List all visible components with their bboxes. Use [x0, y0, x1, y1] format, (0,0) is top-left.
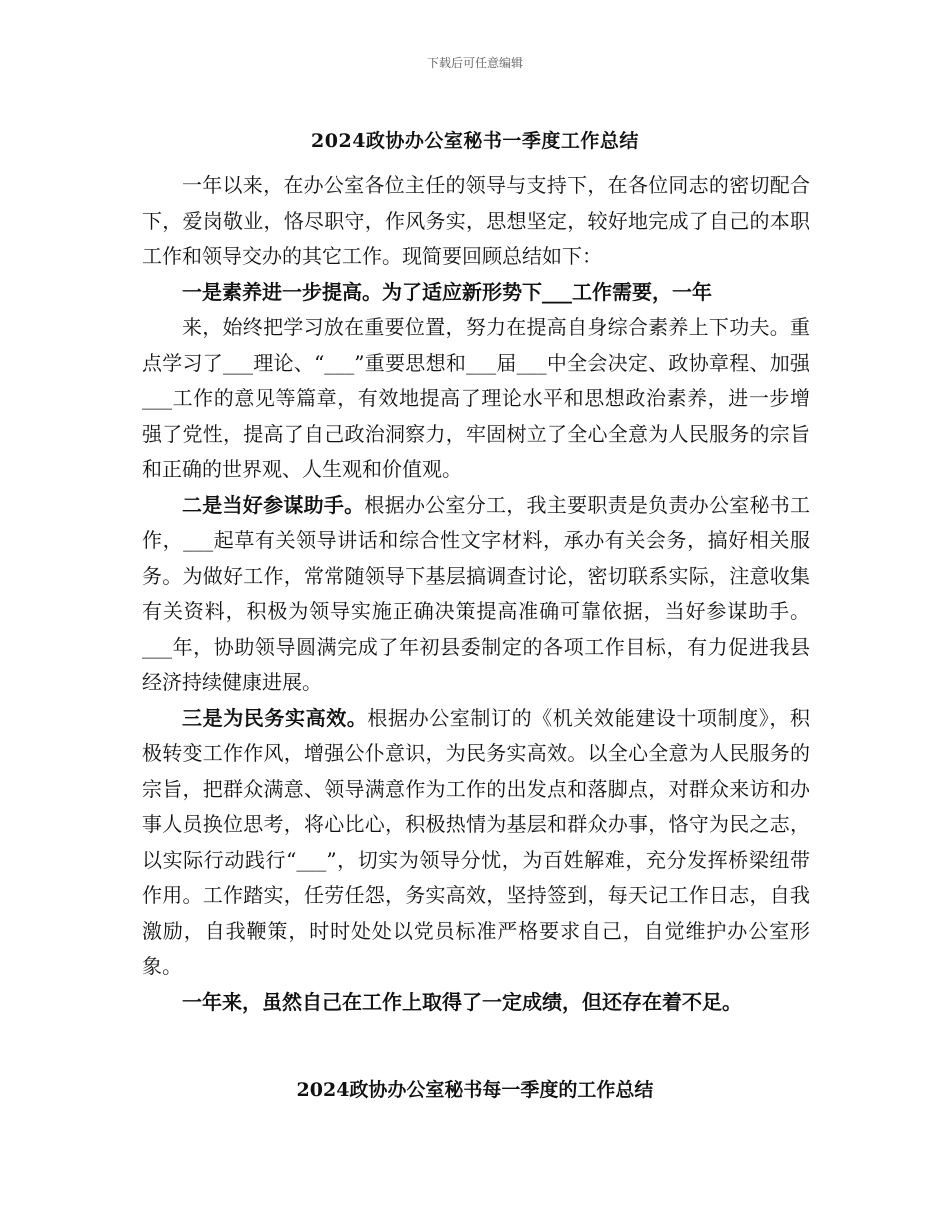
header-note: 下载后可任意编辑: [426, 56, 523, 70]
document-body: [142, 168, 810, 1020]
section-1-body: 来，始终把学习放在重要位置，努力在提高自身综合素养上下功夫。重点学习了___理论、“___”重要思想和___届___中全会决定、政协章程、加强___工作的意见等篇章，有效地提高了理论水平和思想政治素养，进一步增强了党性，提高了自己政治洞察力，牢固树立了全心全意为人民服务的宗旨和正确的世界观、人生观和价值观。: [142, 315, 810, 481]
section-3-heading: 三是为民务实高效。: [182, 705, 368, 730]
section-2-body: 根据办公室分工，我主要职责是负责办公室秘书工作，___起草有关领导讲话和综合性文字材料，承办有关会务，搞好相关服务。为做好工作，常常随领导下基层搞调查讨论，密切联系实际，注意收集有关资料，积极为领导实施正确决策提高准确可靠依据，当好参谋助手。___年，协助领导圆满完成了年初县委制定的各项工作目标，有力促进我县经济持续健康进展。: [142, 492, 811, 694]
section-2-paragraph: [142, 488, 810, 701]
second-document-title: 2024政协办公室秘书每一季度的工作总结: [296, 1079, 654, 1101]
section-2-heading: 二是当好参谋助手。: [182, 492, 365, 517]
section-3-paragraph: [142, 701, 810, 985]
closing-paragraph: 一年来，虽然自己在工作上取得了一定成绩，但还存在着不足。: [182, 989, 742, 1014]
section-1-heading: 一是素养进一步提高。为了适应新形势下___工作需要，一年: [182, 279, 712, 304]
section-3-body: 根据办公室制订的《机关效能建设十项制度》，积极转变工作作风，增强公仆意识，为民务实高效。以全心全意为人民服务的宗旨，把群众满意、领导满意作为工作的出发点和落脚点，对群众来访和办事人员换位思考，将心比心，积极热情为基层和群众办事，恪守为民之志，以实际行动践行“___”，切实为领导分忧，为百姓解难，充分发挥桥梁纽带作用。工作踏实，任劳任怨，务实高效，坚持签到，每天记工作日志，自我激励，自我鞭策，时时处处以党员标准严格要求自己，自觉维护办公室形象。: [142, 705, 811, 978]
document-title: 2024政协办公室秘书一季度工作总结: [311, 130, 639, 152]
intro-paragraph: 一年以来，在办公室各位主任的领导与支持下，在各位同志的密切配合下，爱岗敬业，恪尽职守，作风务实，思想坚定，较好地完成了自己的本职工作和领导交办的其它工作。现简要回顾总结如下：: [142, 173, 810, 268]
